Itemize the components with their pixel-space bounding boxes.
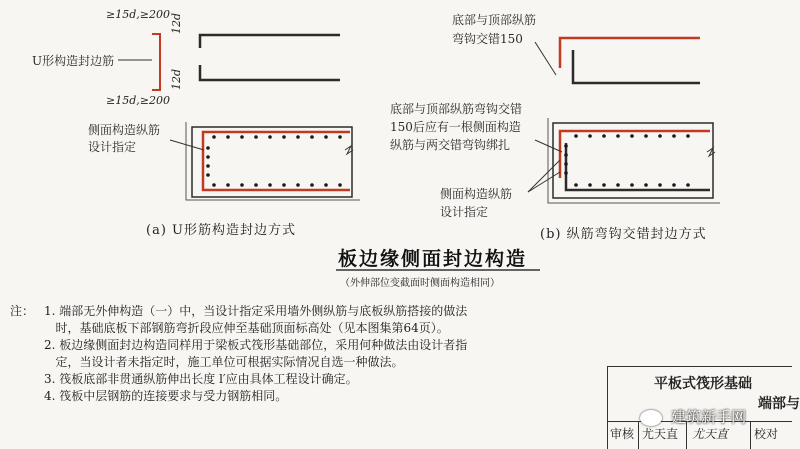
rebar-dot bbox=[616, 134, 620, 138]
dim-12d-top: 12d bbox=[170, 12, 183, 34]
cell-divider bbox=[750, 422, 751, 449]
dim-12d-bottom: 12d bbox=[170, 68, 183, 90]
rebar-dot bbox=[226, 183, 230, 187]
u-bar-brace bbox=[152, 34, 160, 90]
title-block-line2: 端部与 bbox=[758, 396, 800, 412]
label-hook-2: 弯钩交错150 bbox=[452, 32, 523, 46]
hook-top bbox=[560, 38, 700, 68]
section-b bbox=[528, 118, 720, 203]
rebar-dot bbox=[282, 135, 286, 139]
label-u-bar: U形构造封边筋 bbox=[32, 54, 115, 68]
cell-divider bbox=[638, 422, 639, 449]
dim-top-a: ≥15d,≥200 bbox=[106, 8, 170, 21]
note-line: 2. 板边缘侧面封边构造同样用于梁板式筏形基础部位，采用何种做法由设计者指 bbox=[44, 338, 468, 352]
rebar-dot bbox=[686, 183, 690, 187]
hook-sketch bbox=[535, 38, 700, 83]
rebar-dot bbox=[282, 183, 286, 187]
note-line: 时，基础底板下部钢筋弯折段应伸至基础顶面标高处（见本图集第64页）。 bbox=[44, 321, 449, 335]
rebar-top-b bbox=[560, 131, 710, 178]
slab-outline-b bbox=[553, 123, 713, 198]
rebar-dot bbox=[226, 135, 230, 139]
rebar-dot bbox=[602, 134, 606, 138]
rebar-dots-a bbox=[206, 135, 342, 187]
rebar-dot bbox=[658, 134, 662, 138]
rebar-dot bbox=[672, 134, 676, 138]
label-after-3: 纵筋与两交错弯钩绑扎 bbox=[390, 138, 511, 152]
rebar-dot bbox=[268, 183, 272, 187]
rebar-dot bbox=[630, 134, 634, 138]
u-bar-sketch bbox=[118, 34, 340, 90]
watermark bbox=[640, 406, 746, 427]
u-bar-bottom-arm bbox=[200, 65, 340, 80]
page-subtitle: （外伸部位变截面时侧面构造相同） bbox=[340, 278, 500, 289]
caption-a: (a) U形筋构造封边方式 bbox=[146, 223, 296, 238]
rebar-dot bbox=[338, 135, 342, 139]
rebar-dot bbox=[672, 183, 676, 187]
rebar-dot bbox=[254, 135, 258, 139]
rebar-dot bbox=[588, 183, 592, 187]
rebar-dot bbox=[574, 134, 578, 138]
rebar-dot bbox=[630, 183, 634, 187]
rebar-dot bbox=[240, 183, 244, 187]
label-side-bar-b-1: 侧面构造纵筋 bbox=[440, 187, 513, 201]
foundation-edge-a bbox=[186, 122, 360, 200]
caption-b: (b) 纵筋弯钩交错封边方式 bbox=[540, 227, 707, 242]
watermark-text: 建筑新手网 bbox=[671, 408, 747, 426]
rebar-dot bbox=[564, 171, 568, 175]
label-side-bar-b-2: 设计指定 bbox=[440, 205, 489, 219]
rebar-dot bbox=[206, 173, 210, 177]
cell-review-label: 审核 bbox=[610, 427, 635, 441]
side-leader-b2 bbox=[528, 172, 560, 192]
rebar-dot bbox=[324, 135, 328, 139]
label-side-bar-a-2: 设计指定 bbox=[88, 140, 137, 154]
side-leader-b1 bbox=[528, 160, 560, 192]
page-title: 板边缘侧面封边构造 bbox=[338, 248, 528, 270]
rebar-dot bbox=[254, 183, 258, 187]
rebar-dot bbox=[644, 183, 648, 187]
rebar-dot bbox=[296, 135, 300, 139]
dim-bottom-a: ≥15d,≥200 bbox=[106, 94, 170, 107]
hook-leader bbox=[535, 42, 556, 75]
u-bar-top-arm bbox=[200, 35, 340, 48]
notes-block bbox=[44, 303, 467, 405]
note-line: 3. 筏板底部非贯通纵筋伸出长度 l′应由具体工程设计确定。 bbox=[44, 372, 358, 386]
rebar-dot bbox=[564, 162, 568, 166]
wechat-icon bbox=[640, 410, 662, 426]
rebar-dot bbox=[574, 183, 578, 187]
rebar-dot bbox=[240, 135, 244, 139]
label-hook-1: 底部与顶部纵筋 bbox=[452, 13, 537, 27]
slab-outline-a bbox=[192, 127, 352, 197]
label-after-2: 150后应有一根侧面构造 bbox=[390, 120, 521, 134]
break-line-b bbox=[707, 148, 715, 156]
cell-reviewer: 尤天直 bbox=[642, 427, 679, 441]
rebar-dot bbox=[324, 183, 328, 187]
section-a bbox=[170, 122, 360, 200]
rebar-dot bbox=[206, 146, 210, 150]
notes-prefix: 注： bbox=[10, 304, 35, 318]
side-bar-leader-a bbox=[170, 140, 204, 150]
rebar-dot bbox=[658, 183, 662, 187]
rebar-dot bbox=[268, 135, 272, 139]
rebar-dot bbox=[644, 134, 648, 138]
label-after-1: 底部与顶部纵筋弯钩交错 bbox=[390, 102, 523, 116]
cell-check-label: 校对 bbox=[754, 427, 779, 441]
label-side-bar-a-1: 侧面构造纵筋 bbox=[88, 123, 161, 137]
rebar-dot bbox=[686, 134, 690, 138]
rebar-dot bbox=[296, 183, 300, 187]
rebar-dot bbox=[616, 183, 620, 187]
cell-signature: 尤天直 bbox=[692, 427, 729, 441]
rebar-dot bbox=[206, 164, 210, 168]
rebar-dot bbox=[212, 183, 216, 187]
rebar-dot bbox=[564, 153, 568, 157]
rebar-bottom-b bbox=[566, 143, 710, 190]
rebar-dot bbox=[310, 135, 314, 139]
note-line: 4. 筏板中层钢筋的连接要求与受力钢筋相同。 bbox=[44, 389, 288, 403]
rebar-dot bbox=[212, 135, 216, 139]
title-block-line1: 平板式筏形基础 bbox=[654, 376, 752, 392]
rebar-dot bbox=[338, 183, 342, 187]
rebar-dot bbox=[588, 134, 592, 138]
rebar-dot bbox=[206, 155, 210, 159]
rebar-dot bbox=[564, 144, 568, 148]
rebar-dot bbox=[310, 183, 314, 187]
rebar-u-a bbox=[203, 132, 350, 190]
hook-bottom bbox=[573, 50, 700, 83]
rebar-dot bbox=[602, 183, 606, 187]
rebar-dots-b bbox=[564, 134, 690, 187]
note-line: 1. 端部无外伸构造（一）中，当设计指定采用墙外侧纵筋与底板纵筋搭接的做法 bbox=[44, 304, 468, 318]
note-line: 定，当设计者未指定时，施工单位可根据实际情况自选一种做法。 bbox=[44, 355, 404, 369]
